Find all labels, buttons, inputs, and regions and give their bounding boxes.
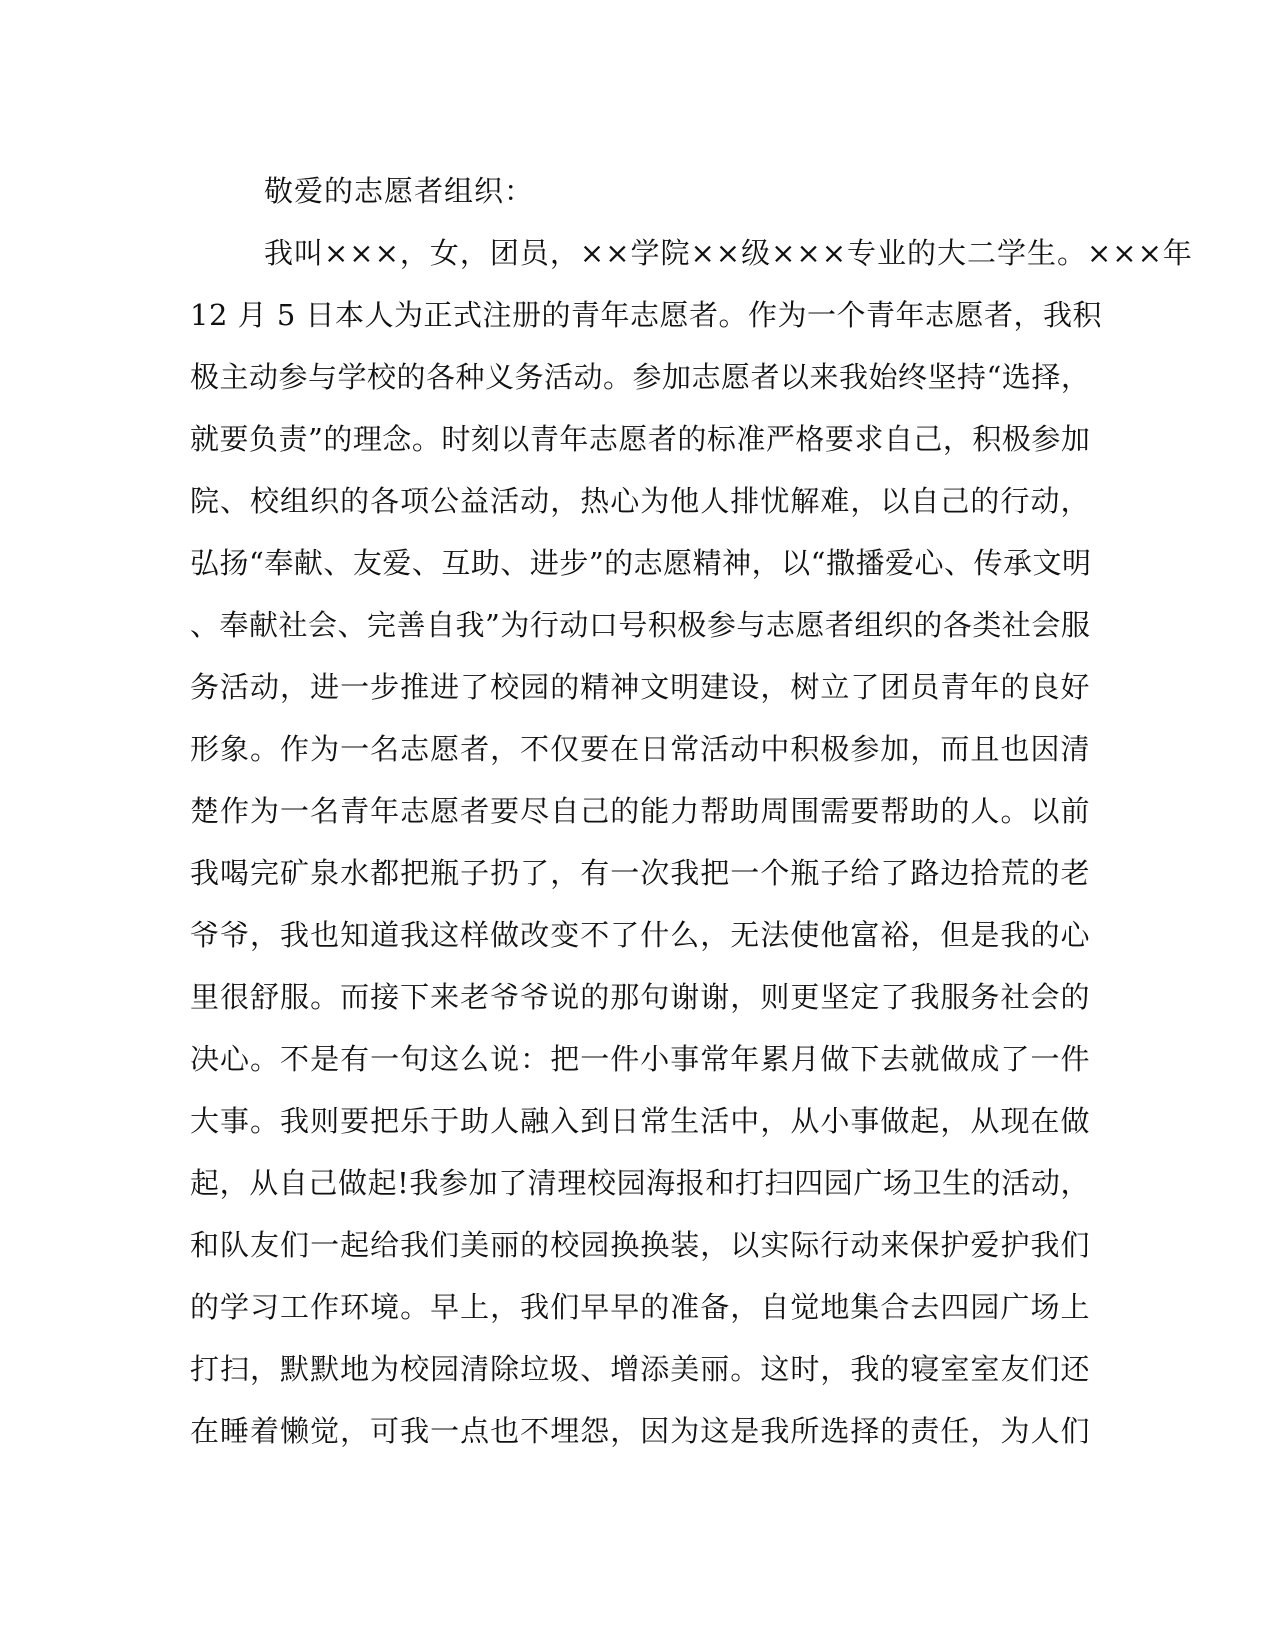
paragraph-line: 极主动参与学校的各种义务活动。参加志愿者以来我始终坚持“选择， xyxy=(190,360,1091,394)
paragraph-line: 和队友们一起给我们美丽的校园换换装，以实际行动来保护爱护我们 xyxy=(190,1228,1090,1262)
paragraph-line: 大事。我则要把乐于助人融入到日常生活中，从小事做起，从现在做 xyxy=(190,1104,1090,1138)
paragraph-line: 决心。不是有一句这么说：把一件小事常年累月做下去就做成了一件 xyxy=(190,1042,1090,1076)
paragraph-line: 院、校组织的各项公益活动，热心为他人排忧解难，以自己的行动， xyxy=(190,484,1090,518)
paragraph-line: 务活动，进一步推进了校园的精神文明建设，树立了团员青年的良好 xyxy=(190,670,1090,704)
paragraph-line: 就要负责”的理念。时刻以青年志愿者的标准严格要求自己，积极参加 xyxy=(190,422,1091,456)
paragraph-line: 楚作为一名青年志愿者要尽自己的能力帮助周围需要帮助的人。以前 xyxy=(190,794,1090,828)
salutation: 敬爱的志愿者组织： xyxy=(264,174,535,208)
paragraph-line: 我叫×××，女，团员，××学院××级×××专业的大二学生。×××年 xyxy=(264,236,1193,270)
paragraph-line: 我喝完矿泉水都把瓶子扔了，有一次我把一个瓶子给了路边拾荒的老 xyxy=(190,856,1090,890)
paragraph-line: 弘扬“奉献、友爱、互助、进步”的志愿精神，以“撒播爱心、传承文明 xyxy=(190,546,1092,580)
paragraph-line: 里很舒服。而接下来老爷爷说的那句谢谢，则更坚定了我服务社会的 xyxy=(190,980,1090,1014)
paragraph-line: 打扫，默默地为校园清除垃圾、增添美丽。这时，我的寝室室友们还 xyxy=(190,1352,1090,1386)
paragraph-line: 爷爷，我也知道我这样做改变不了什么，无法使他富裕，但是我的心 xyxy=(190,918,1090,952)
paragraph-line: 在睡着懒觉，可我一点也不埋怨，因为这是我所选择的责任，为人们 xyxy=(190,1414,1090,1448)
paragraph-line: 的学习工作环境。早上，我们早早的准备，自觉地集合去四园广场上 xyxy=(190,1290,1090,1324)
paragraph-line: 、奉献社会、完善自我”为行动口号积极参与志愿者组织的各类社会服 xyxy=(190,608,1091,642)
paragraph-line: 形象。作为一名志愿者，不仅要在日常活动中积极参加，而且也因清 xyxy=(190,732,1090,766)
paragraph-line: 12 月 5 日本人为正式注册的青年志愿者。作为一个青年志愿者，我积 xyxy=(190,298,1103,332)
letter-body xyxy=(190,160,1193,1462)
paragraph-line: 起，从自己做起!我参加了清理校园海报和打扫四园广场卫生的活动， xyxy=(190,1166,1090,1200)
